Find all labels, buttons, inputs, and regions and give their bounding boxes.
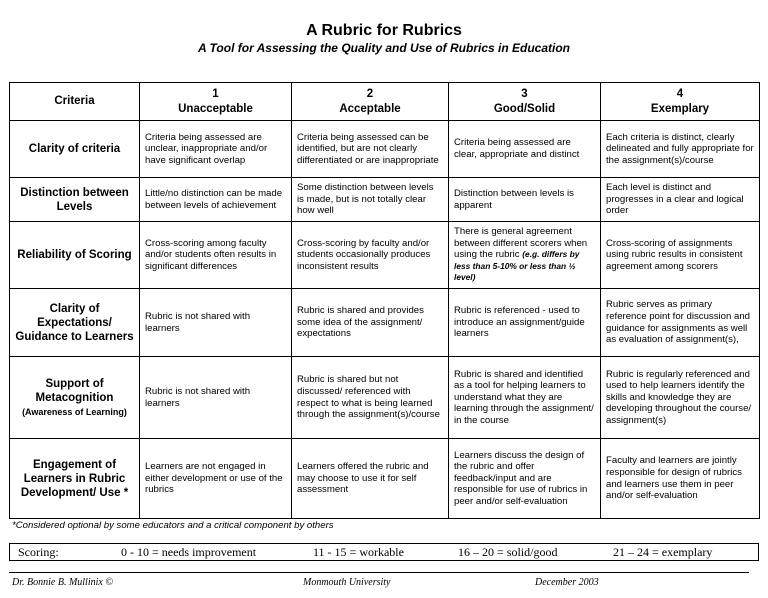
table-row [10, 439, 760, 519]
level-label: Good/Solid [493, 102, 556, 115]
rubric-cell: Rubric serves as primary reference point for discussion and guidance for assignments as well as evaluation of assignment(s), [601, 289, 760, 357]
level-header-1 [140, 83, 292, 121]
rubric-cell: Learners discuss the design of the rubric and offer feedback/input and are responsible for use of rubrics in peer and/or self-evaluation [449, 439, 601, 519]
scoring-bar [9, 543, 759, 561]
criterion-label: Engagement of Learners in Rubric Development/ Use * [10, 439, 140, 519]
rubric-cell: Each criteria is distinct, clearly delineated and fully appropriate for the assignment(s)/course [601, 121, 760, 178]
scoring-range-1: 0 - 10 = needs improvement [121, 545, 257, 559]
rubric-cell: Rubric is shared and identified as a tool for helping learners to understand what they are learning through the assignment/ in the course [449, 357, 601, 439]
page-title: A Rubric for Rubrics [306, 22, 462, 39]
level-label: Unacceptable [178, 102, 253, 115]
table-row [10, 357, 760, 439]
rubric-cell-with-emphasis [449, 222, 601, 289]
criterion-label: Clarity of Expectations/ Guidance to Learners [10, 289, 140, 357]
rubric-cell: Criteria being assessed can be identified, but are not clearly differentiated or are inappropriate [292, 121, 449, 178]
level-number: 2 [366, 87, 374, 100]
rubric-cell: Rubric is shared but not discussed/ referenced with respect to what is being learned through the assignment(s)/course [292, 357, 449, 439]
criterion-label: Reliability of Scoring [10, 222, 140, 289]
rubric-cell: Rubric is not shared with learners [140, 357, 292, 439]
scoring-range-4: 21 – 24 = exemplary [613, 545, 713, 559]
rubric-cell: Cross-scoring among faculty and/or students often results in significant differences [140, 222, 292, 289]
rubric-cell: Cross-scoring by faculty and/or students occasionally produces inconsistent results [292, 222, 449, 289]
footnote: *Considered optional by some educators and a critical component by others [12, 520, 334, 531]
table-row [10, 178, 760, 222]
rubric-cell: Learners are not engaged in either development or use of the rubrics [140, 439, 292, 519]
rubric-cell: Little/no distinction can be made between levels of achievement [140, 178, 292, 222]
criterion-label: Distinction between Levels [10, 178, 140, 222]
rubric-cell: Rubric is not shared with learners [140, 289, 292, 357]
criterion-label: Support of Metacognition [35, 377, 114, 404]
criterion-label-with-note [10, 357, 140, 439]
rubric-cell: Criteria being assessed are clear, appropriate and distinct [449, 121, 601, 178]
rubric-table [9, 82, 760, 519]
level-label: Acceptable [339, 102, 401, 115]
rubric-cell: Rubric is regularly referenced and used to help learners identify the skills and knowledge they are developing throughout the course/ assignment(s) [601, 357, 760, 439]
level-number: 3 [521, 87, 528, 100]
rubric-cell: Distinction between levels is apparent [449, 178, 601, 222]
footer-divider [9, 572, 749, 573]
criterion-label: Clarity of criteria [10, 121, 140, 178]
rubric-cell-emphasis: (e.g. differs by less than 5-10% or less than ½ level) [454, 249, 580, 283]
footer-institution: Monmouth University [303, 577, 391, 588]
table-row [10, 121, 760, 178]
table-header-row [10, 83, 760, 121]
rubric-cell-text: There is general agreement between different scorers when using the rubric [454, 226, 588, 261]
criteria-header: Criteria [10, 83, 140, 121]
level-number: 1 [212, 87, 219, 100]
criterion-note: (Awareness of Learning) [22, 406, 127, 417]
page-subtitle: A Tool for Assessing the Quality and Use of Rubrics in Education [197, 41, 571, 55]
scoring-range-3: 16 – 20 = solid/good [458, 545, 558, 559]
table-row [10, 222, 760, 289]
level-header-3 [449, 83, 601, 121]
rubric-cell: Some distinction between levels is made, but is not totally clear how well [292, 178, 449, 222]
rubric-cell: Criteria being assessed are unclear, inappropriate and/or have significant overlap [140, 121, 292, 178]
level-header-4 [601, 83, 760, 121]
scoring-label: Scoring: [18, 545, 59, 559]
level-header-2 [292, 83, 449, 121]
footer-date: December 2003 [535, 577, 599, 588]
table-row [10, 289, 760, 357]
rubric-cell: Learners offered the rubric and may choose to use it for self assessment [292, 439, 449, 519]
scoring-range-2: 11 - 15 = workable [313, 545, 404, 559]
rubric-cell: Cross-scoring of assignments using rubric results in consistent agreement among scorers [601, 222, 760, 289]
rubric-cell: Faculty and learners are jointly responsible for design of rubrics and learners use them in peer and/or self-evaluation [601, 439, 760, 519]
level-label: Exemplary [650, 102, 710, 115]
footer-author: Dr. Bonnie B. Mullinix © [12, 577, 113, 588]
rubric-cell: Each level is distinct and progresses in a clear and logical order [601, 178, 760, 222]
rubric-cell: Rubric is shared and provides some idea of the assignment/ expectations [292, 289, 449, 357]
level-number: 4 [676, 87, 684, 100]
rubric-cell: Rubric is referenced - used to introduce an assignment/guide learners [449, 289, 601, 357]
